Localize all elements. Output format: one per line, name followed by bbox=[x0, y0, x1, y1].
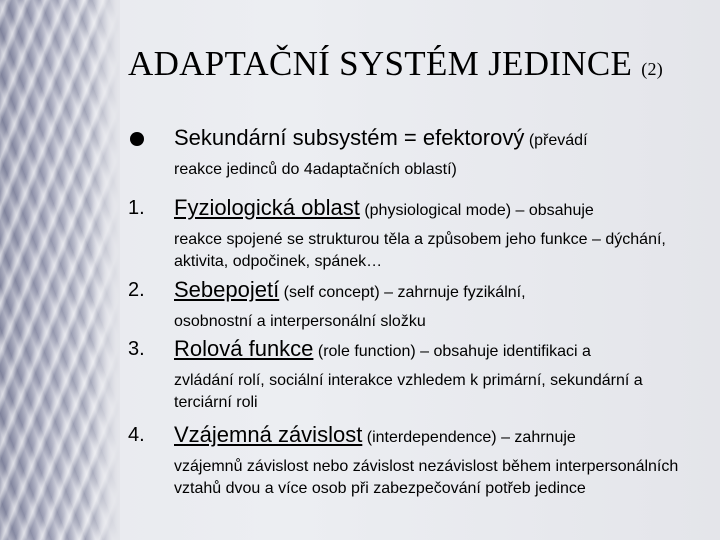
title-suffix: (2) bbox=[641, 59, 664, 79]
item-rest: vzájemnů závislost nebo závislost nezávislost během interpersonálních vztahů dvou a více osob při zabezpečování potřeb jedince bbox=[174, 458, 679, 497]
item-first-line bbox=[174, 274, 698, 309]
item-body bbox=[174, 333, 698, 414]
item-rest: osobnostní a interpersonální složku bbox=[174, 313, 426, 330]
intro-first-line bbox=[174, 122, 698, 157]
item-first-line bbox=[174, 419, 698, 454]
item-first-line bbox=[174, 192, 698, 227]
intro-body bbox=[174, 122, 698, 181]
marble-sidebar-decoration bbox=[0, 0, 120, 540]
item-first-line bbox=[174, 333, 698, 368]
item-inline: (role function) – obsahuje identifikaci a bbox=[317, 343, 591, 360]
intro-inline: (převádí bbox=[528, 132, 588, 149]
item-number: 2. bbox=[128, 279, 145, 301]
bullet-dot-icon bbox=[130, 132, 144, 146]
list-item-2 bbox=[128, 274, 698, 333]
title-main: ADAPTAČNÍ SYSTÉM JEDINCE bbox=[128, 44, 633, 83]
item-number: 3. bbox=[128, 338, 145, 360]
intro-bullet bbox=[128, 122, 698, 181]
item-lead: Vzájemná závislost bbox=[174, 422, 363, 447]
item-body bbox=[174, 192, 698, 273]
item-inline: (physiological mode) – obsahuje bbox=[364, 202, 594, 219]
item-lead: Sebepojetí bbox=[174, 277, 280, 302]
item-body bbox=[174, 419, 698, 500]
item-rest: reakce spojené se strukturou těla a způsobem jeho funkce – dýchání, aktivita, odpočinek, spánek… bbox=[174, 231, 666, 270]
intro-rest: reakce jedinců do 4adaptačních oblastí) bbox=[174, 161, 457, 178]
item-number: 1. bbox=[128, 197, 145, 219]
item-inline: (interdependence) – zahrnuje bbox=[366, 429, 576, 446]
list-item-3 bbox=[128, 333, 698, 414]
item-body bbox=[174, 274, 698, 333]
list-item-4 bbox=[128, 419, 698, 500]
item-lead: Fyziologická oblast bbox=[174, 195, 360, 220]
item-number: 4. bbox=[128, 424, 145, 446]
intro-lead: Sekundární subsystém = efektorový bbox=[174, 125, 525, 150]
slide-title bbox=[128, 44, 663, 84]
item-rest: zvládání rolí, sociální interakce vzhledem k primární, sekundární a terciární roli bbox=[174, 372, 643, 411]
list-item-1 bbox=[128, 192, 698, 273]
item-lead: Rolová funkce bbox=[174, 336, 314, 361]
item-inline: (self concept) – zahrnuje fyzikální, bbox=[283, 284, 526, 301]
